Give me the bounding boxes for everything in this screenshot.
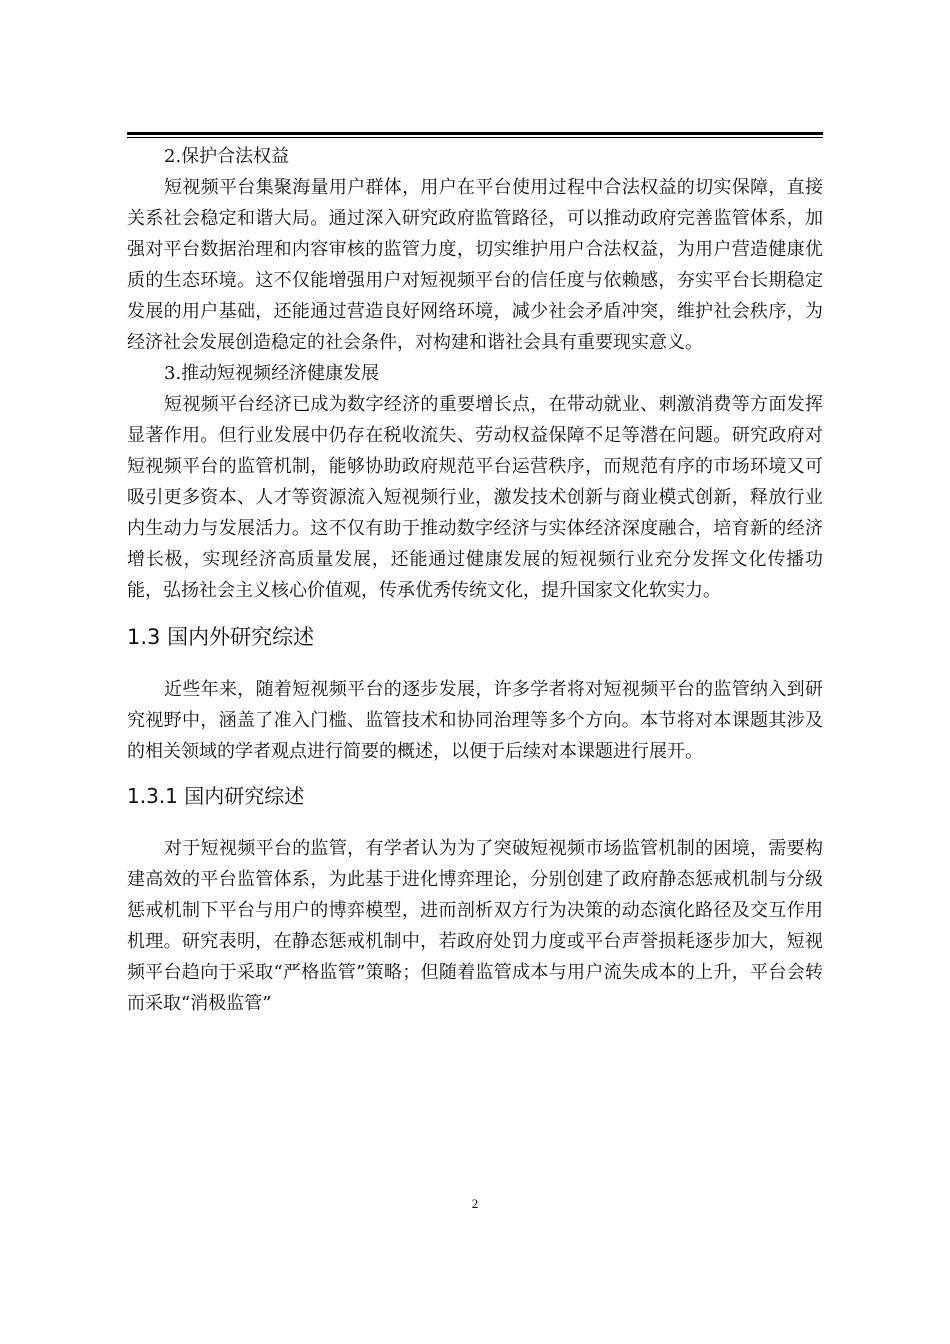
subsection-heading-domestic-review: 1.3.1 国内研究综述 [127,784,305,808]
paragraph-literature-review: 近些年来，随着短视频平台的逐步发展，许多学者将对短视频平台的监管纳入到研究视野中，涵盖了准入门槛、监管技术和协同治理等多个方向。本节将对本课题其涉及的相关领域的学者观点进行简要的概述，以便于后续对本课题进行展开。 [127,679,823,762]
page-number: 2 [471,1196,479,1211]
page-body [127,141,823,1019]
subheading-promote-economy: 3.推动短视频经济健康发展 [164,363,380,384]
section-heading-literature-review: 1.3 国内外研究综述 [127,625,315,649]
header-rule-thick-line [127,132,823,135]
header-rule [127,132,823,139]
paragraph-protect-rights: 短视频平台集聚海量用户群体，用户在平台使用过程中合法权益的切实保障，直接关系社会稳定和谐大局。通过深入研究政府监管路径，可以推动政府完善监管体系，加强对平台数据治理和内容审核的监管力度，切实维护用户合法权益，为用户营造健康优质的生态环境。这不仅能增强用户对短视频平台的信任度与依赖感，夯实平台长期稳定发展的用户基础，还能通过营造良好网络环境，减少社会矛盾冲突，维护社会秩序，为经济社会发展创造稳定的社会条件，对构建和谐社会具有重要现实意义。 [127,177,823,353]
subheading-protect-rights: 2.保护合法权益 [164,146,290,167]
paragraph-promote-economy: 短视频平台经济已成为数字经济的重要增长点，在带动就业、刺激消费等方面发挥显著作用。但行业发展中仍存在税收流失、劳动权益保障不足等潜在问题。研究政府对短视频平台的监管机制，能够协助政府规范平台运营秩序，而规范有序的市场环境又可吸引更多资本、人才等资源流入短视频行业，激发技术创新与商业模式创新，释放行业内生动力与发展活力。这不仅有助于推动数字经济与实体经济深度融合，培育新的经济增长极，实现经济高质量发展，还能通过健康发展的短视频行业充分发挥文化传播功能，弘扬社会主义核心价值观，传承优秀传统文化，提升国家文化软实力。 [127,394,823,601]
paragraph-domestic-review: 对于短视频平台的监管，有学者认为为了突破短视频市场监管机制的困境，需要构建高效的平台监管体系，为此基于进化博弈理论，分别创建了政府静态惩戒机制与分级惩戒机制下平台与用户的博弈模型，进而剖析双方行为决策的动态演化路径及交互作用机理。研究表明，在静态惩戒机制中，若政府处罚力度或平台声誉损耗逐步加大，短视频平台趋向于采取“严格监管”策略；但随着监管成本与用户流失成本的上升，平台会转而采取“消极监管” [127,838,823,1014]
header-rule-thin-line [127,137,823,138]
